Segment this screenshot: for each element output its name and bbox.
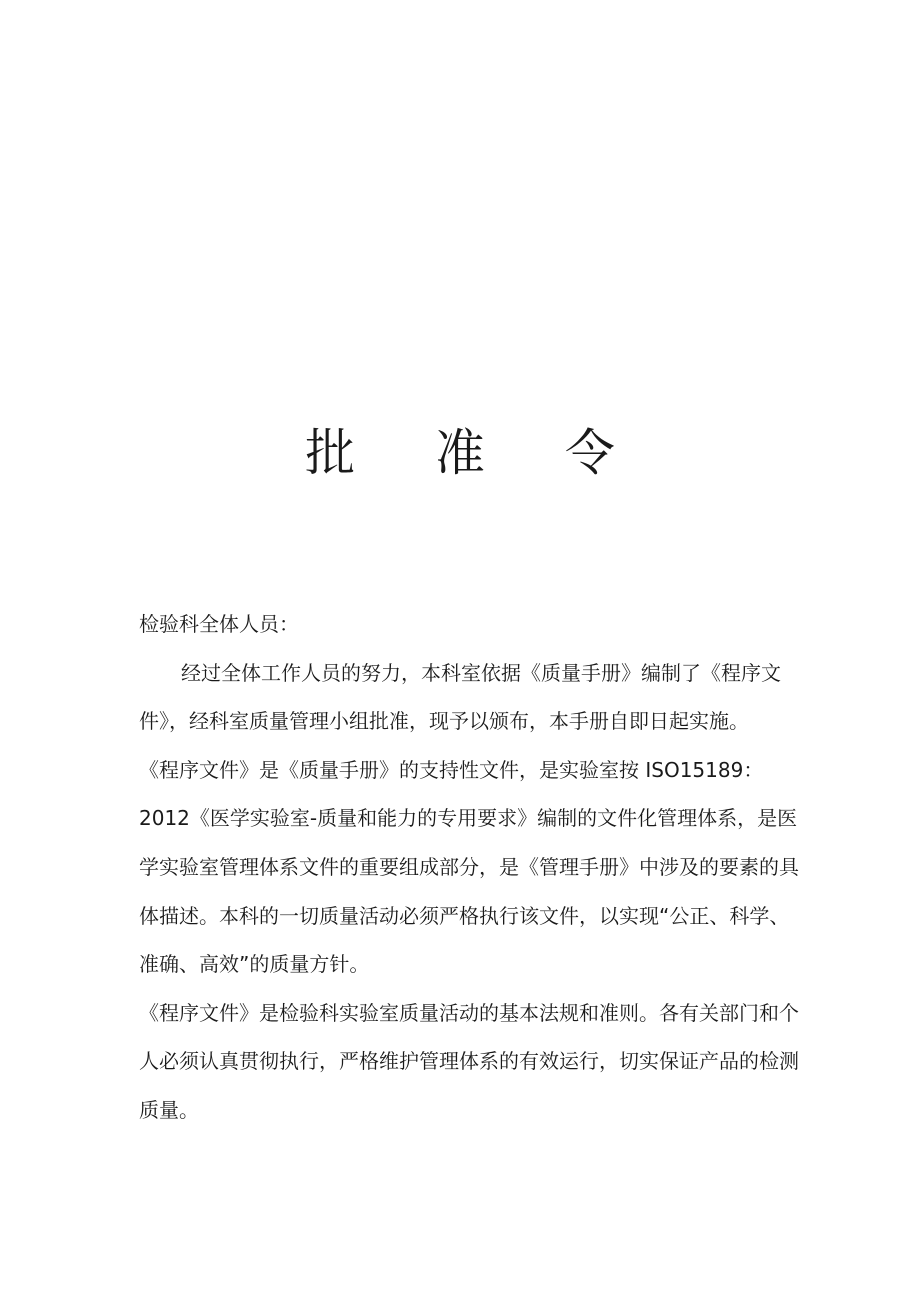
paragraph-approval: 经过全体工作人员的努力，本科室依据《质量手册》编制了《程序文件》，经科室质量管理小组批准，现予以颁布，本手册自即日起实施。 [139, 660, 781, 734]
paragraph-description: 《程序文件》是《质量手册》的支持性文件，是实验室按 ISO15189：2012《医学实验室-质量和能力的专用要求》编制的文件化管理体系，是医学实验室管理体系文件的重要组成部分，是《管理手册》中涉及的要素的具体描述。本科的一切质量活动必须严格执行该文件，以实现“公正、科学、准确、高效”的质量方针。 [139, 757, 799, 977]
salutation: 检验科全体人员： [139, 612, 299, 636]
document-body [139, 600, 799, 1135]
page-title: 批 准 令 [305, 424, 647, 482]
paragraph-requirement: 《程序文件》是检验科实验室质量活动的基本法规和准则。各有关部门和个人必须认真贯彻执行，严格维护管理体系的有效运行，切实保证产品的检测质量。 [139, 1000, 799, 1122]
